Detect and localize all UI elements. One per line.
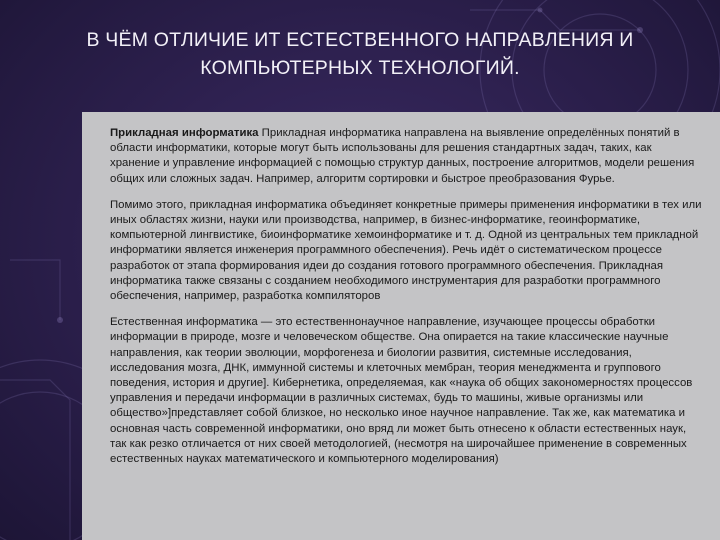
paragraph-natural-informatics: Естественная информатика — это естественнонаучное направление, изучающее процессы обработки информации в природе, мозге и человеческом обществе. Она опирается на такие классические научные направления, как теории эволюции, морфогенеза и биологии развития, системные исследования, исследования мозга, ДНК, иммунной системы и клеточных мембран, теория менеджмента и группового поведения, история и другие]. Кибернетика, определяемая, как «наука об общих закономерностях процессов управления и передачи информации в различных системах, будь то машины, живые организмы или общество»]представляет собой близкое, но несколько иное научное направление. Так же, как математика и основная часть современной информатики, оно вряд ли может быть отнесено к области естественных наук, так как резко отличается от них своей методологией, (несмотря на широчайшее применение в современных естественных науках математического и компьютерного моделирования) (110, 316, 693, 466)
paragraph-lead-term: Прикладная информатика (110, 127, 259, 139)
title-line-1: В ЧЁМ ОТЛИЧИЕ ИТ ЕСТЕСТВЕННОГО НАПРАВЛЕНИЯ И (86, 29, 634, 51)
slide-title (60, 26, 660, 82)
paragraph-1-text: Прикладная информатика направлена на выявление определённых понятий в области информатики, которые могут быть использованы для решения стандартных задач, таких, как хранение и управление информацией с помощью структур данных, построение алгоритмов, модели решения общих или сложных задач. Например, алгоритм сортировки и быстрое преобразования Фурье. (110, 127, 695, 185)
content-panel (82, 112, 720, 540)
content-text (110, 126, 702, 467)
paragraph-applied-informatics (110, 126, 702, 187)
paragraph-applied-informatics-examples: Помимо этого, прикладная информатика объединяет конкретные примеры применения информатики в тех или иных областях жизни, науки или производства, например, в бизнес-информатике, геоинформатике, компьютерной лингвистике, биоинформатике хемоинформатике и т. д. Одной из центральных тем прикладной информатики является инженерия программного обеспечения). Речь идёт о систематическом процессе разработок от этапа формирования идеи до создания готового программного обеспечения. Прикладная информатика также связаны с созданием необходимого инструментария для разработки программного обеспечения, например, разработка компиляторов (110, 198, 702, 303)
title-line-2: КОМПЬЮТЕРНЫХ ТЕХНОЛОГИЙ. (200, 57, 520, 79)
